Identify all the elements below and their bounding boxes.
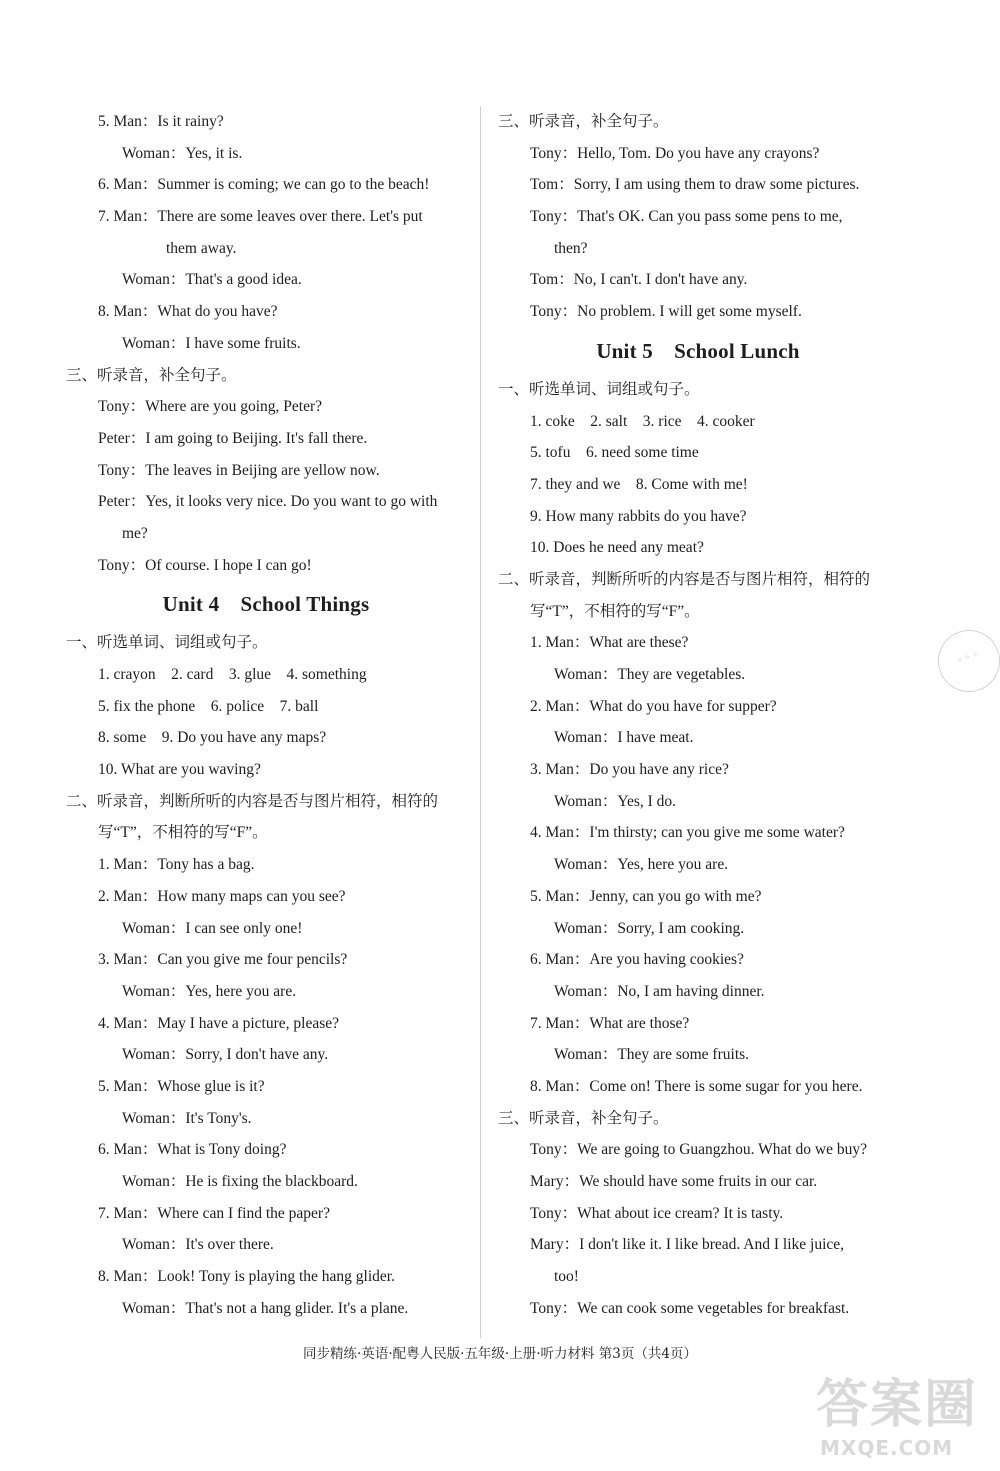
text-line: 5. Man：Is it rainy? bbox=[98, 113, 224, 130]
text-line: 8. Man：Look! Tony is playing the hang glider. bbox=[98, 1268, 395, 1286]
unit-title: Unit 4 School Things bbox=[162, 592, 370, 617]
watermark-text: 答案圈 bbox=[816, 1375, 979, 1435]
text-line: Woman：Sorry, I am cooking. bbox=[554, 919, 745, 937]
text-line: 6. Man：Summer is coming; we can go to the beach! bbox=[98, 176, 430, 194]
text-line: 写“T”，不相符的写“F”。 bbox=[530, 602, 700, 620]
text-line: 8. Man：What do you have? bbox=[98, 303, 278, 321]
text-line: 4. Man：May I have a picture, please? bbox=[98, 1014, 340, 1032]
watermark-logo bbox=[790, 1362, 995, 1467]
text-line: 6. Man：Are you having cookies? bbox=[530, 951, 744, 969]
text-line: 7. they and we 8. Come with me! bbox=[530, 475, 748, 493]
text-line: 7. Man：There are some leaves over there. Let's put bbox=[98, 208, 423, 226]
text-line: 1. Man：What are these? bbox=[530, 634, 689, 652]
text-line: 2. Man：What do you have for supper? bbox=[530, 697, 777, 715]
text-line: too! bbox=[554, 1268, 579, 1286]
unit-title: Unit 5 School Lunch bbox=[596, 338, 800, 363]
text-line: 7. Man：What are those? bbox=[530, 1014, 690, 1032]
text-line: 1. Man：Tony has a bag. bbox=[98, 856, 255, 874]
text-line: Tony：Of course. I hope I can go! bbox=[98, 556, 312, 574]
text-line: 7. Man：Where can I find the paper? bbox=[98, 1204, 330, 1222]
text-line: 1. crayon 2. card 3. glue 4. something bbox=[98, 666, 367, 683]
text-line: 2. Man：How many maps can you see? bbox=[98, 887, 346, 905]
column-divider bbox=[480, 106, 481, 1338]
section-heading: 二、听录音，判断所听的内容是否与图片相符，相符的 bbox=[66, 792, 439, 810]
text-line: Woman：I have meat. bbox=[554, 729, 694, 747]
text-line: 3. Man：Do you have any rice? bbox=[530, 761, 729, 779]
text-line: Woman：It's over there. bbox=[122, 1236, 274, 1254]
text-line: 1. coke 2. salt 3. rice 4. cooker bbox=[530, 412, 755, 430]
text-line: 9. How many rabbits do you have? bbox=[530, 507, 747, 525]
section-heading: 一、听选单词、词组或句子。 bbox=[498, 380, 700, 398]
text-line: Woman：I can see only one! bbox=[122, 919, 303, 937]
text-line: 10. What are you waving? bbox=[98, 761, 261, 779]
section-heading: 三、听录音，补全句子。 bbox=[498, 113, 669, 130]
left-column bbox=[66, 106, 466, 1324]
text-line: Tony：Hello, Tom. Do you have any crayons? bbox=[530, 144, 820, 162]
section-heading: 三、听录音，补全句子。 bbox=[498, 1109, 669, 1127]
text-line: Woman：I have some fruits. bbox=[122, 334, 301, 352]
text-line: them away. bbox=[166, 239, 237, 257]
text-line: 5. fix the phone 6. police 7. ball bbox=[98, 697, 319, 715]
page-footer: 同步精练·英语·配粤人民版·五年级·上册·听力材料 第3页（共4页） bbox=[303, 1346, 697, 1362]
text-line: Mary：I don't like it. I like bread. And I like juice, bbox=[530, 1236, 845, 1254]
text-line: Tom：No, I can't. I don't have any. bbox=[530, 271, 748, 289]
text-line: 5. Man：Whose glue is it? bbox=[98, 1077, 265, 1095]
text-line: Woman：They are some fruits. bbox=[554, 1046, 750, 1064]
text-line: 8. some 9. Do you have any maps? bbox=[98, 729, 327, 747]
text-line: Woman：Yes, I do. bbox=[554, 792, 677, 810]
right-column bbox=[498, 106, 898, 1324]
text-line: 5. tofu 6. need some time bbox=[530, 444, 699, 462]
text-line: Woman：Yes, it is. bbox=[122, 144, 243, 162]
text-line: 3. Man：Can you give me four pencils? bbox=[98, 951, 348, 969]
text-line: 10. Does he need any meat? bbox=[530, 539, 704, 557]
text-line: 8. Man：Come on! There is some sugar for you here. bbox=[530, 1077, 863, 1095]
text-line: me? bbox=[122, 524, 148, 542]
text-line: Tony：Where are you going, Peter? bbox=[98, 398, 323, 416]
text-line: Mary：We should have some fruits in our car. bbox=[530, 1173, 818, 1190]
section-heading: 二、听录音，判断所听的内容是否与图片相符，相符的 bbox=[498, 570, 871, 588]
text-line: Woman：Yes, here you are. bbox=[122, 982, 297, 1000]
text-line: Tony：We can cook some vegetables for breakfast. bbox=[530, 1299, 850, 1317]
text-line: Woman：That's not a hang glider. It's a plane. bbox=[122, 1299, 409, 1317]
text-line: Peter：I am going to Beijing. It's fall there. bbox=[98, 429, 368, 447]
text-line: Woman：They are vegetables. bbox=[554, 666, 746, 683]
text-line: Woman：He is fixing the blackboard. bbox=[122, 1173, 358, 1190]
text-line: 4. Man：I'm thirsty; can you give me some water? bbox=[530, 824, 845, 842]
text-line: Woman：Yes, here you are. bbox=[554, 856, 729, 874]
text-line: Woman：Sorry, I don't have any. bbox=[122, 1046, 329, 1064]
text-line: 5. Man：Jenny, can you go with me? bbox=[530, 887, 762, 905]
text-line: then? bbox=[554, 239, 588, 257]
text-line: Tony：That's OK. Can you pass some pens to me, bbox=[530, 208, 843, 226]
text-line: Peter：Yes, it looks very nice. Do you want to go with bbox=[98, 493, 438, 511]
text-line: Woman：No, I am having dinner. bbox=[554, 982, 765, 1000]
section-heading: 三、听录音，补全句子。 bbox=[66, 366, 237, 384]
section-heading: 一、听选单词、词组或句子。 bbox=[66, 634, 268, 652]
text-line: Tony：The leaves in Beijing are yellow now. bbox=[98, 461, 380, 479]
text-line: Woman：It's Tony's. bbox=[122, 1109, 252, 1127]
text-line: Tony：What about ice cream? It is tasty. bbox=[530, 1204, 784, 1222]
text-line: 写“T”，不相符的写“F”。 bbox=[98, 824, 268, 842]
stamp-mark: ◦ ◦ ◦ bbox=[929, 621, 1000, 700]
text-line: 6. Man：What is Tony doing? bbox=[98, 1141, 287, 1159]
text-line: Tony：We are going to Guangzhou. What do we buy? bbox=[530, 1141, 868, 1159]
text-line: Woman：That's a good idea. bbox=[122, 271, 302, 289]
watermark-url: MXQE.COM bbox=[820, 1436, 954, 1460]
text-line: Tom：Sorry, I am using them to draw some pictures. bbox=[530, 176, 860, 194]
text-line: Tony：No problem. I will get some myself. bbox=[530, 303, 802, 321]
